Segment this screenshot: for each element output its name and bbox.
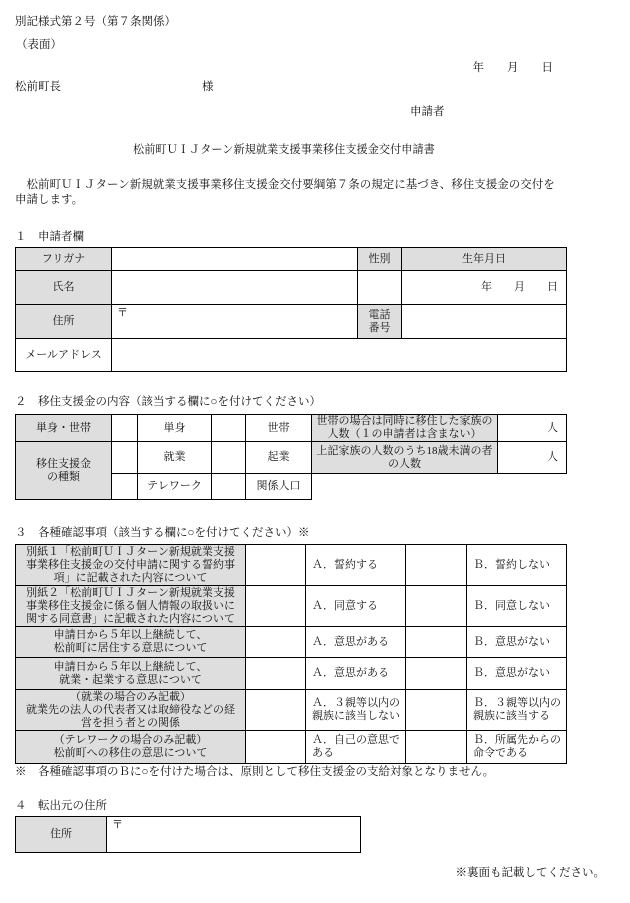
name-field [112, 271, 358, 305]
confirmation-row-residence [16, 627, 567, 658]
support-content-table [15, 414, 567, 500]
confirmation-table [15, 544, 567, 764]
family-count-field: 人 [498, 415, 567, 442]
intro-line: 松前町ＵＩＪターン新規就業支援事業移住支援金交付要綱第７条の規定に基づき、移住支援金の交付を [15, 179, 555, 191]
addressee-honorific: 様 [202, 81, 214, 93]
option-b-line: Ｂ．所属先からの [473, 734, 561, 746]
confirmation-item-line: 事業移住支援金に係る個人情報の取扱いに [26, 599, 235, 612]
confirmation-item-line: 営を担う者との関係 [81, 716, 180, 729]
option-b-line: Ｂ．３親等以内の [473, 697, 561, 709]
household-type-label: 単身・世帯 [16, 415, 112, 442]
empty-cell [498, 474, 567, 500]
option-a-line: Ａ．自己の意思で [312, 734, 400, 746]
confirmation-item-line: 別紙２「松前町ＵＩＪターン新規就業支援 [26, 586, 235, 599]
option-a-line: 親族に該当しない [312, 710, 400, 722]
option-b-line: 命令である [473, 747, 528, 759]
option-a-line: Ａ．意思がある [312, 635, 389, 648]
option-b [467, 627, 567, 658]
section1-heading: １ 申請者欄 [15, 231, 84, 243]
minor-count-label-line: の人数 [388, 457, 421, 470]
support-type-label-line: の種類 [47, 470, 80, 483]
applicant-row-address [16, 305, 567, 339]
option-b-mark-cell [406, 627, 467, 658]
option-a-mark-cell [246, 731, 306, 764]
confirmation-item-line: 事業移住支援金の交付申請に関する誓約事 [26, 558, 235, 571]
option-a-line: ある [312, 747, 334, 759]
option-a-line: Ａ．誓約する [312, 558, 378, 571]
section3-heading: ３ 各種確認事項（該当する欄に○を付けてください）※ [15, 527, 310, 539]
option-a-line: Ａ．３親等以内の [312, 697, 400, 709]
submission-date: 年 月 日 [472, 62, 553, 74]
furigana-field [112, 248, 358, 271]
gender-field [358, 271, 402, 305]
related-population-option: 関係人口 [246, 474, 312, 500]
confirmation-item-line: 関する同意書」に記載された内容について [26, 612, 235, 625]
intro-paragraph [15, 178, 555, 208]
email-field [112, 339, 567, 372]
option-a [306, 731, 406, 764]
option-b [467, 586, 567, 627]
option-b-mark-cell [406, 586, 467, 627]
employment-option: 就業 [138, 442, 212, 474]
option-b-line: Ｂ．同意しない [473, 599, 550, 612]
option-a-line: Ａ．同意する [312, 599, 378, 612]
support-type-label-line: 移住支援金 [36, 457, 91, 470]
page-side-label: （表面） [16, 39, 62, 51]
minor-count-field: 人 [498, 442, 567, 474]
phone-label [358, 305, 402, 339]
single-option: 単身 [138, 415, 212, 442]
confirmation-row-relocation [16, 731, 567, 764]
confirmation-item [16, 545, 246, 586]
confirmation-item-line: 松前町に居住する意思について [53, 642, 208, 654]
confirmation-row-privacy [16, 586, 567, 627]
minor-count-label [312, 442, 498, 474]
confirmation-item [16, 690, 246, 731]
confirmation-item [16, 658, 246, 690]
confirmation-item-line: （テレワークの場合のみ記載） [53, 734, 208, 746]
confirmation-item [16, 731, 246, 764]
postal-mark: 〒 [117, 307, 128, 319]
option-a-mark-cell [246, 545, 306, 586]
phone-label-line: 電話 [368, 308, 391, 321]
name-label: 氏名 [16, 271, 112, 305]
previous-address-table [15, 816, 361, 853]
household-option: 世帯 [246, 415, 312, 442]
telework-mark-cell [112, 474, 138, 500]
empty-cell [312, 474, 498, 500]
reverse-side-note: ※裏面も記載してください。 [455, 867, 605, 879]
form-number: 別記様式第２号（第７条関係） [15, 16, 176, 28]
option-b-mark-cell [406, 690, 467, 731]
family-count-label-line: 世帯の場合は同時に移住した家族の [316, 415, 493, 427]
option-b [467, 690, 567, 731]
furigana-label: フリガナ [16, 248, 112, 271]
gender-label: 性別 [358, 248, 402, 271]
addressee: 松前町長 [15, 81, 61, 93]
previous-address-field [107, 817, 361, 853]
confirmation-row-oath [16, 545, 567, 586]
phone-field [402, 305, 567, 339]
option-a [306, 586, 406, 627]
single-mark-cell [112, 415, 138, 442]
previous-address-row [16, 817, 361, 853]
option-b-line: Ｂ．意思がない [473, 667, 550, 679]
option-b-mark-cell [406, 731, 467, 764]
option-a-line: Ａ．意思がある [312, 667, 389, 679]
postal-mark: 〒 [112, 819, 123, 831]
document-title: 松前町ＵＩＪターン新規就業支援事業移住支援金交付申請書 [133, 144, 435, 156]
option-a [306, 658, 406, 690]
option-b-line: Ｂ．意思がない [473, 635, 550, 648]
address-field [112, 305, 358, 339]
startup-mark-cell [212, 442, 246, 474]
household-mark-cell [212, 415, 246, 442]
birthdate-label: 生年月日 [402, 248, 567, 271]
family-count-label-line: 人数（１の申請者は含まない） [327, 428, 482, 440]
option-b-line: Ｂ．誓約しない [473, 558, 550, 571]
option-b-mark-cell [406, 545, 467, 586]
option-b [467, 545, 567, 586]
phone-label-line: 番号 [368, 321, 391, 334]
confirmation-item-line: 就業先の法人の代表者又は取締役などの経 [26, 703, 235, 716]
support-type-label [16, 442, 112, 500]
option-a-mark-cell [246, 627, 306, 658]
confirmation-item [16, 627, 246, 658]
confirmation-item-line: 申請日から５年以上継続して、 [53, 660, 208, 673]
support-row-employment [16, 442, 567, 474]
confirmation-note: ※ 各種確認事項のＢに○を付けた場合は、原則として移住支援金の支給対象となりません。 [15, 766, 495, 778]
option-b [467, 731, 567, 764]
minor-count-label-line: 上記家族の人数のうち18歳未満の者 [316, 444, 493, 457]
address-label: 住所 [16, 305, 112, 339]
option-a [306, 690, 406, 731]
confirmation-item [16, 586, 246, 627]
confirmation-row-work [16, 658, 567, 690]
telework-option: テレワーク [138, 474, 212, 500]
option-a-mark-cell [246, 690, 306, 731]
option-a-mark-cell [246, 658, 306, 690]
support-row-household [16, 415, 567, 442]
option-b [467, 658, 567, 690]
confirmation-item-line: 就業・起業する意思について [59, 673, 202, 686]
option-a [306, 545, 406, 586]
confirmation-item-line: 項」に記載された内容について [53, 571, 208, 584]
section2-heading: ２ 移住支援金の内容（該当する欄に○を付けてください） [15, 396, 321, 408]
birthdate-field: 年 月 日 [402, 271, 567, 305]
email-label: メールアドレス [16, 339, 112, 372]
confirmation-item-line: （就業の場合のみ記載） [70, 690, 191, 703]
confirmation-row-executive-relation [16, 690, 567, 731]
employment-mark-cell [112, 442, 138, 474]
previous-address-label: 住所 [16, 817, 107, 853]
confirmation-item-line: 松前町への移住の意思について [53, 747, 208, 759]
intro-line: 申請します。 [15, 194, 84, 206]
applicant-label: 申請者 [410, 106, 445, 118]
option-b-mark-cell [406, 658, 467, 690]
option-b-line: 親族に該当する [473, 710, 550, 722]
confirmation-item-line: 別紙１「松前町ＵＩＪターン新規就業支援 [26, 545, 235, 558]
option-a [306, 627, 406, 658]
applicant-row-email [16, 339, 567, 372]
section4-heading: ４ 転出元の住所 [15, 800, 107, 812]
family-count-label [312, 415, 498, 442]
startup-option: 起業 [246, 442, 312, 474]
applicant-row-furigana [16, 248, 567, 271]
related-population-mark-cell [212, 474, 246, 500]
applicant-table [15, 247, 567, 372]
option-a-mark-cell [246, 586, 306, 627]
confirmation-item-line: 申請日から５年以上継続して、 [53, 629, 208, 641]
applicant-row-name [16, 271, 567, 305]
